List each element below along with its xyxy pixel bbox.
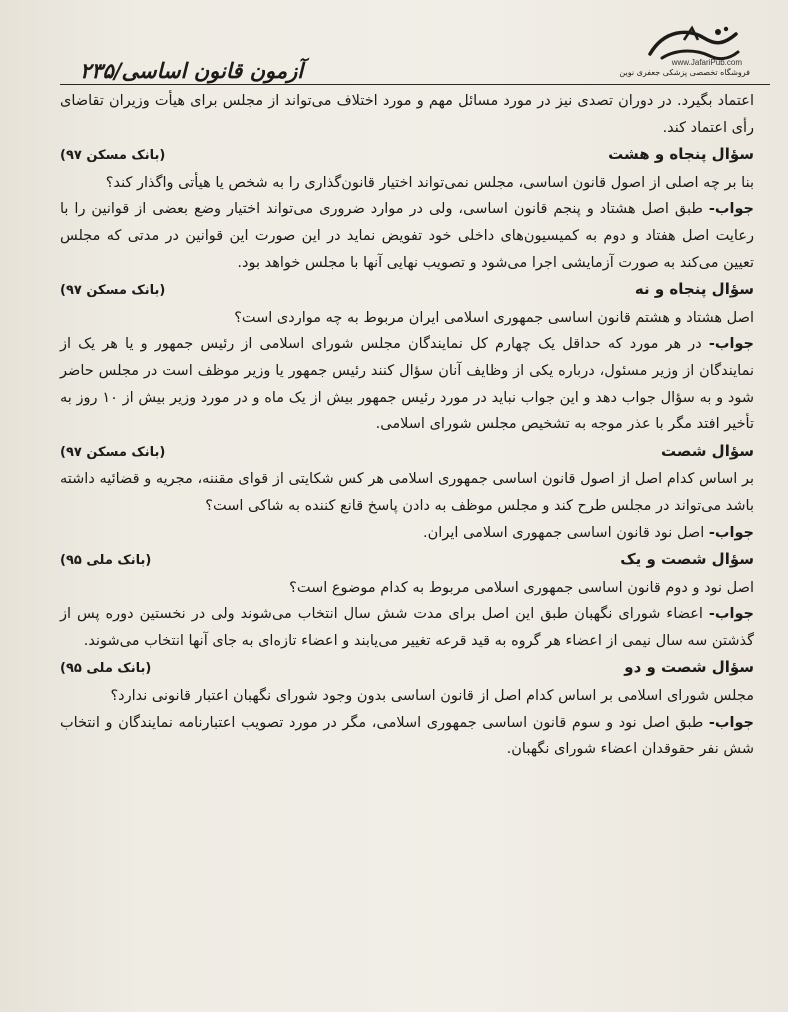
question-heading <box>60 654 754 683</box>
publisher-url: www.JafariPub.com <box>671 58 742 67</box>
answer-text: طبق اصل هشتاد و پنجم قانون اساسی، ولی در موارد ضروری می‌تواند اختیار وضع بعضی از قوانین را با رعایت اصل هفتاد و دوم به کمیسیون‌های داخلی خود تفویض نماید در این صورت این قوانین در مدتی که مجلس تعیین می‌کند به صورت آزمایشی اجرا می‌شود و تصویب نهایی آنها با مجلس خواهد بود. <box>60 201 754 271</box>
answer-text: در هر مورد که حداقل یک چهارم کل نمایندگان مجلس شورای اسلامی از رئیس جمهور و یا هر یک از نمایندگان از وزیر مسئول، درباره یکی از وظایف آنان سؤال کنند رئیس جمهور یا وزیر موظف است در مجلس حاضر شود و به سؤال جواب دهد و این جواب نباید در مورد رئیس جمهور بیش از یک ماه و در مورد وزیر بیش از ۱۰ روز به تأخیر افتد مگر با عذر موجه به تشخیص مجلس شورای اسلامی. <box>60 336 754 433</box>
answer-label: جواب- <box>708 606 754 623</box>
question-source: (بانک مسکن ۹۷) <box>60 148 166 164</box>
question-title: سؤال پنجاه و هشت <box>608 145 754 164</box>
answer-paragraph <box>60 196 754 276</box>
question-text: مجلس شورای اسلامی بر اساس کدام اصل از قانون اساسی بدون وجود شورای نگهبان اعتبار قانونی ندارد؟ <box>110 688 754 705</box>
question-source: (بانک مسکن ۹۷) <box>60 283 166 299</box>
answer-text: طبق اصل نود و سوم قانون اساسی جمهوری اسلامی، مگر در مورد تصویب اعتبارنامه نمایندگان و انتخاب شش نفر حقوقدان اعضاء شورای نگهبان. <box>60 714 754 758</box>
page-body <box>60 88 754 763</box>
answer-label: جواب- <box>708 201 754 218</box>
question-title: سؤال شصت و یک <box>620 550 754 569</box>
question-title: سؤال شصت و دو <box>624 658 754 677</box>
answer-label: جواب- <box>708 336 754 353</box>
question-source: (بانک ملی ۹۵) <box>60 553 152 569</box>
question-source: (بانک ملی ۹۵) <box>60 661 152 677</box>
question-text: بنا بر چه اصلی از اصول قانون اساسی، مجلس نمی‌تواند اختیار قانون‌گذاری را به شخص یا هیأتی واگذار کند؟ <box>105 174 754 191</box>
page-header <box>60 20 770 82</box>
publisher-caption: فروشگاه تخصصی پزشکی جعفری نوین <box>619 68 750 77</box>
answer-text: اعضاء شورای نگهبان طبق این اصل برای مدت شش سال انتخاب می‌شوند ولی در نخستین دوره پس از گذشتن سه سال نیمی از اعضاء هر گروه به قید قرعه تغییر می‌یابند و اعضاء تازه‌ای به جای آنها انتخاب می‌شوند. <box>60 606 754 649</box>
question-source: (بانک مسکن ۹۷) <box>60 444 166 460</box>
answer-paragraph <box>60 710 754 763</box>
question-heading <box>60 438 754 467</box>
answer-paragraph <box>60 520 754 547</box>
question-block <box>60 654 754 762</box>
answer-paragraph <box>60 601 754 654</box>
question-heading <box>60 546 754 575</box>
publisher-logo <box>619 20 750 86</box>
question-block <box>60 141 754 276</box>
question-text: بر اساس کدام اصل از اصول قانون اساسی جمهوری اسلامی هر کس شکایتی از قوای مقننه، مجریه و قضائیه داشته باشد می‌تواند در مجلس طرح کند و مجلس موظف به دادن پاسخ قانع کننده به شاکی است؟ <box>60 471 754 514</box>
question-title: سؤال شصت <box>661 441 754 460</box>
answer-paragraph <box>60 331 754 437</box>
answer-text: اصل نود قانون اساسی جمهوری اسلامی ایران. <box>423 524 709 541</box>
question-title: سؤال پنجاه و نه <box>634 280 754 299</box>
question-text: اصل هشتاد و هشتم قانون اساسی جمهوری اسلامی ایران مربوط به چه مواردی است؟ <box>234 309 754 326</box>
running-title: آزمون قانون اساسی/۲۳۵ <box>80 58 304 83</box>
question-heading <box>60 141 754 170</box>
question-block <box>60 546 754 654</box>
intro-paragraph: اعتماد بگیرد. در دوران تصدی نیز در مورد مسائل مهم و مورد اختلاف می‌تواند از مجلس برای هیأت وزیران تقاضای رأی اعتماد کند. <box>60 93 754 136</box>
question-text: اصل نود و دوم قانون اساسی جمهوری اسلامی مربوط به کدام موضوع است؟ <box>289 579 754 596</box>
question-block <box>60 438 754 546</box>
answer-label: جواب- <box>708 524 754 541</box>
question-heading <box>60 276 754 305</box>
header-rule <box>60 84 770 85</box>
answer-label: جواب- <box>708 714 754 731</box>
question-block <box>60 276 754 438</box>
